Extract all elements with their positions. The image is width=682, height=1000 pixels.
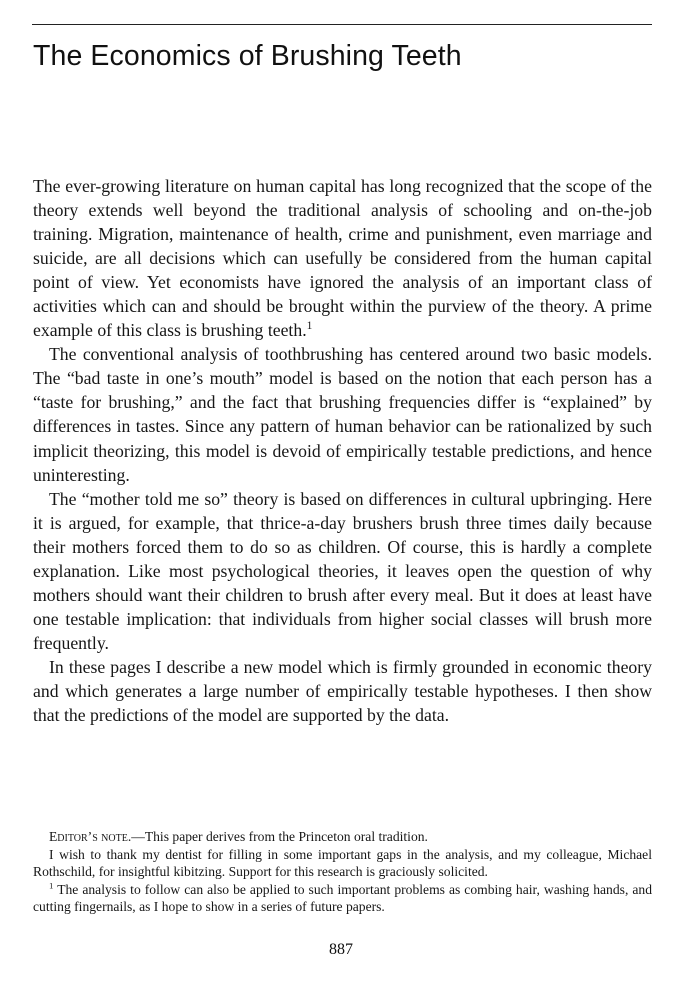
top-rule	[32, 24, 652, 25]
footnote-ref-1: 1	[306, 320, 313, 333]
editors-note-text: —This paper derives from the Princeton oral tradition.	[131, 829, 428, 844]
paragraph-1	[33, 174, 652, 342]
acknowledgment: I wish to thank my dentist for filling in some important gaps in the analysis, and my colleague, Michael Rothschild, for insightful kibitzing. Support for this research is graciously solicited.	[33, 846, 652, 880]
editors-note-label: Editor’s note.	[49, 829, 132, 844]
footnote-1	[33, 881, 652, 916]
page-number: 887	[329, 941, 353, 958]
footnote-1-text: The analysis to follow can also be applied to such important problems as combing hair, washing hands, and cutting fingernails, as I hope to show in a series of future papers.	[33, 881, 652, 915]
paragraph-3: The “mother told me so” theory is based on differences in cultural upbringing. Here it is argued, for example, that thrice-a-day brushers brush three times daily because their mothers forced them to do so as children. Of course, this is hardly a complete explanation. Like most psychological theories, it leaves open the question of why mothers should want their children to brush after every meal. But it does at least have one testable implication: that individuals from higher social classes will brush more frequently.	[33, 488, 652, 653]
paragraph-4: In these pages I describe a new model which is firmly grounded in economic theory and which generates a large number of empirically testable hypotheses. I then show that the predictions of the model are supported by the data.	[33, 656, 652, 726]
footnote-1-marker: 1	[49, 880, 54, 891]
article-title: The Economics of Brushing Teeth	[33, 40, 462, 72]
footnotes	[33, 828, 652, 916]
article-body	[33, 174, 652, 727]
paragraph-2: The conventional analysis of toothbrushing has centered around two basic models. The “bad taste in one’s mouth” model is based on the notion that each person has a “taste for brushing,” and the fact that brushing frequencies differ is “explained” by differences in tastes. Since any pattern of human behavior can be rationalized by such implicit theorizing, this model is devoid of empirically testable predictions, and hence uninteresting.	[33, 344, 652, 485]
editors-note	[33, 828, 652, 846]
paragraph-1-text: The ever-growing literature on human capital has long recognized that the scope of the theory extends well beyond the traditional analysis of schooling and on-the-job training. Migration, maintenance of health, crime and punishment, even marriage and suicide, are all decisions which can usefully be considered from the human capital point of view. Yet economists have ignored the analysis of an important class of activities which can and should be brought within the purview of the theory. A prime example of this class is brushing teeth.	[33, 176, 652, 341]
